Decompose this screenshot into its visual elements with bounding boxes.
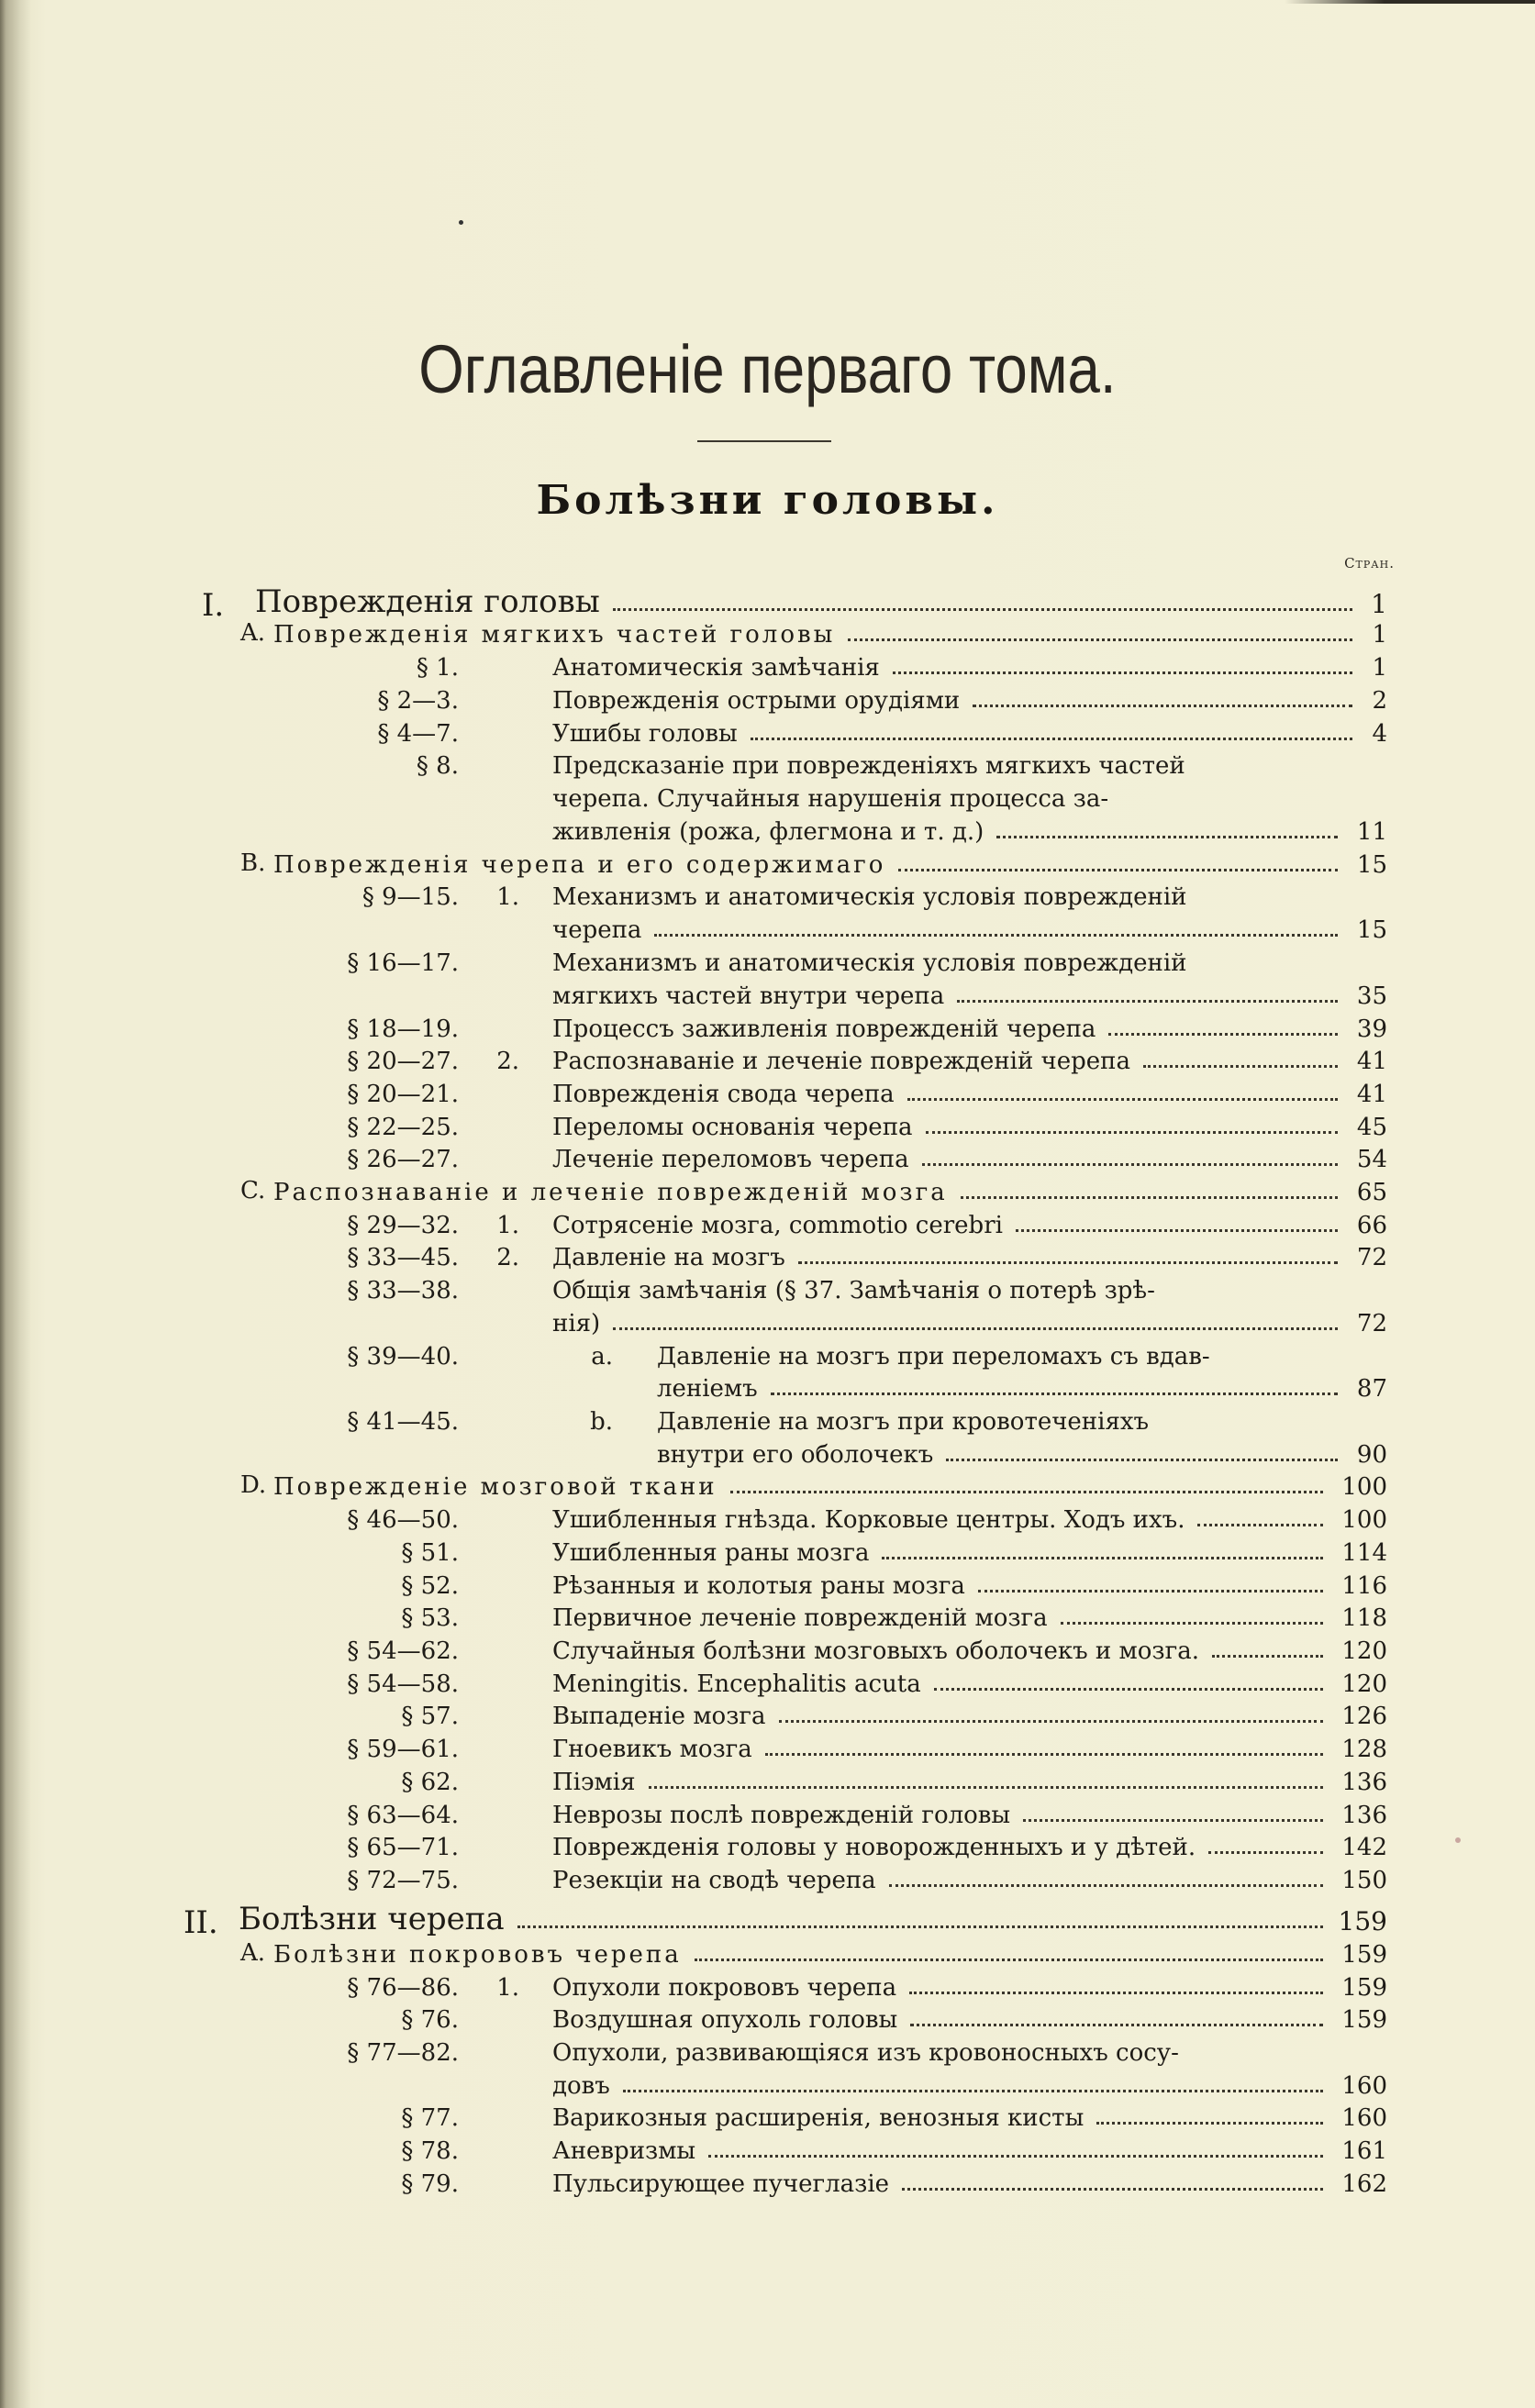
toc-row	[0, 783, 1535, 816]
toc-subsection-mark: 2.	[496, 1048, 519, 1075]
toc-leader-dots	[898, 868, 1338, 871]
toc-page-number: 159	[1338, 1906, 1387, 1936]
toc-page-number: 118	[1341, 1604, 1387, 1632]
toc-part-number: D.	[240, 1471, 267, 1499]
toc-page-number: 116	[1341, 1572, 1387, 1600]
toc-entry-text: Распознаваніе и леченіе поврежденій мозга	[273, 1179, 948, 1206]
toc-page-number: 114	[1341, 1539, 1387, 1567]
toc-page-number: 100	[1341, 1473, 1387, 1501]
toc-entry-text: черепа. Случайныя нарушенія процесса за-	[552, 785, 1109, 813]
toc-row	[0, 1014, 1535, 1047]
toc-leader-dots	[961, 1195, 1338, 1199]
toc-paragraph-range: § 65—71.	[347, 1834, 459, 1861]
toc-paragraph-range: § 77.	[401, 2104, 459, 2132]
toc-leader-dots	[902, 2187, 1323, 2191]
toc-leader-dots	[1197, 1523, 1323, 1526]
toc-leader-dots	[623, 2089, 1323, 2092]
toc-leader-dots	[907, 1097, 1338, 1101]
toc-entry-text: Варикозныя расширенія, венозныя кисты	[552, 2104, 1085, 2132]
toc-entry-text: Поврежденія головы	[255, 583, 600, 620]
toc-row	[0, 1471, 1535, 1504]
toc-entry-text: довъ	[552, 2072, 610, 2100]
toc-leader-dots	[1061, 1621, 1323, 1625]
section-title: Болѣзни головы.	[536, 477, 999, 524]
toc-page-number: 66	[1356, 1212, 1387, 1239]
toc-entry-text: Аневризмы	[552, 2137, 696, 2165]
toc-leader-dots	[613, 1326, 1338, 1330]
toc-page-number: 161	[1341, 2137, 1387, 2165]
toc-entry-text: нія)	[552, 1310, 601, 1337]
toc-paragraph-range: § 33—38.	[347, 1277, 459, 1304]
toc-page-number: 100	[1341, 1506, 1387, 1534]
toc-page-number: 159	[1341, 1974, 1387, 2002]
toc-page-number: 72	[1356, 1310, 1387, 1337]
toc-row	[0, 1373, 1535, 1406]
toc-leader-dots	[1143, 1064, 1338, 1068]
toc-part-number: I.	[202, 587, 225, 624]
toc-entry-text: Болѣзни черепа	[239, 1901, 505, 1937]
toc-row	[0, 1046, 1535, 1079]
toc-row	[0, 1341, 1535, 1374]
toc-entry-text: Пульсирующее пучеглазіе	[552, 2170, 890, 2198]
toc-leader-dots	[848, 638, 1352, 641]
toc-leader-dots	[1108, 1032, 1338, 1036]
toc-page-number: 142	[1341, 1834, 1387, 1861]
toc-row	[0, 1701, 1535, 1734]
toc-page-number: 2	[1372, 687, 1387, 715]
toc-entry-text: Давленіе на мозгъ при переломахъ съ вдав-	[657, 1343, 1210, 1370]
toc-row	[0, 1800, 1535, 1833]
toc-subsection-mark: a.	[591, 1343, 613, 1370]
toc-paragraph-range: § 76.	[401, 2006, 459, 2034]
toc-paragraph-range: § 1.	[416, 654, 459, 682]
toc-entry-text: Первичное леченіе поврежденій мозга	[552, 1604, 1048, 1632]
toc-row	[0, 915, 1535, 948]
toc-subsection-mark: 1.	[496, 1212, 519, 1239]
toc-leader-dots	[926, 1130, 1338, 1134]
page-title: Оглавленіе перваго тома.	[418, 331, 1117, 407]
toc-page-number: 150	[1341, 1867, 1387, 1894]
toc-leader-dots	[946, 1458, 1338, 1461]
toc-entry-text: Гноевикъ мозга	[552, 1736, 752, 1763]
toc-row	[0, 1865, 1535, 1898]
toc-row	[0, 1767, 1535, 1800]
toc-paragraph-range: § 22—25.	[347, 1114, 459, 1141]
toc-entry-text: Опухоли покрововъ черепа	[552, 1974, 897, 2002]
toc-entry-text: Давленіе на мозгъ при кровотеченіяхъ	[657, 1408, 1150, 1436]
toc-paragraph-range: § 54—62.	[347, 1637, 459, 1665]
toc-page-number: 39	[1356, 1015, 1387, 1043]
toc-entry-text: Леченіе переломовъ черепа	[552, 1146, 909, 1173]
toc-entry-text: Опухоли, развивающіяся изъ кровоносныхъ сосу-	[552, 2039, 1179, 2067]
toc-row	[0, 1901, 1535, 1941]
toc-paragraph-range: § 16—17.	[347, 949, 459, 977]
toc-row	[0, 1112, 1535, 1145]
toc-paragraph-range: § 53.	[401, 1604, 459, 1632]
toc-row	[0, 2004, 1535, 2037]
toc-subsection-mark: 1.	[496, 1974, 519, 2002]
toc-row	[0, 1669, 1535, 1702]
toc-page-number: 11	[1356, 818, 1387, 846]
toc-entry-text: Сотрясеніе мозга, commotio cerebri	[552, 1212, 1003, 1239]
toc-page-number: 1	[1372, 621, 1387, 649]
toc-paragraph-range: § 20—27.	[347, 1048, 459, 1075]
toc-entry-text: Болѣзни покрововъ черепа	[273, 1941, 682, 1969]
toc-paragraph-range: § 29—32.	[347, 1212, 459, 1239]
toc-entry-text: Распознаваніе и леченіе поврежденій черепа	[552, 1048, 1130, 1075]
toc-page-number: 15	[1356, 851, 1387, 879]
toc-paragraph-range: § 63—64.	[347, 1802, 459, 1829]
toc-entry-text: Механизмъ и анатомическія условія поврежденій	[552, 949, 1187, 977]
toc-row	[0, 882, 1535, 915]
toc-entry-text: леніемъ	[657, 1375, 758, 1403]
toc-paragraph-range: § 20—21.	[347, 1081, 459, 1108]
toc-paragraph-range: § 4—7.	[377, 720, 459, 748]
toc-page-number: 160	[1341, 2104, 1387, 2132]
toc-leader-dots	[893, 671, 1352, 674]
toc-paragraph-range: § 18—19.	[347, 1015, 459, 1043]
toc-paragraph-range: § 54—58.	[347, 1670, 459, 1698]
toc-row	[0, 1537, 1535, 1570]
toc-paragraph-range: § 9—15.	[362, 883, 459, 911]
toc-page-number: 1	[1372, 654, 1387, 682]
toc-page-number: 162	[1341, 2170, 1387, 2198]
toc-row	[0, 1210, 1535, 1243]
toc-entry-text: Случайныя болѣзни мозговыхъ оболочекъ и мозга.	[552, 1637, 1199, 1665]
toc-paragraph-range: § 76—86.	[347, 1974, 459, 2002]
toc-paragraph-range: § 8.	[416, 752, 459, 780]
toc-page-number: 136	[1341, 1802, 1387, 1829]
toc-row	[0, 1177, 1535, 1210]
toc-leader-dots	[751, 737, 1352, 740]
toc-row	[0, 1636, 1535, 1669]
toc-leader-dots	[771, 1392, 1338, 1395]
toc-page-number: 41	[1356, 1048, 1387, 1075]
toc-leader-dots	[1212, 1654, 1323, 1658]
toc-part-number: II.	[184, 1904, 218, 1941]
toc-row	[0, 2103, 1535, 2136]
toc-entry-text: черепа	[552, 916, 642, 944]
toc-row	[0, 619, 1535, 652]
toc-entry-text: Анатомическія замѣчанія	[552, 654, 880, 682]
toc-leader-dots	[882, 1556, 1323, 1559]
toc-row	[0, 1079, 1535, 1112]
toc-page-number: 45	[1356, 1114, 1387, 1141]
toc-paragraph-range: § 41—45.	[347, 1408, 459, 1436]
toc-page-number: 72	[1356, 1244, 1387, 1271]
toc-row	[0, 1832, 1535, 1865]
toc-entry-text: Ушибленныя раны мозга	[552, 1539, 870, 1567]
toc-row	[0, 1242, 1535, 1275]
toc-row	[0, 750, 1535, 783]
toc-leader-dots	[708, 2154, 1323, 2158]
toc-page-number: 15	[1356, 916, 1387, 944]
toc-row	[0, 1406, 1535, 1439]
toc-row	[0, 981, 1535, 1014]
toc-entry-text: Поврежденія острыми орудіями	[552, 687, 961, 715]
toc-leader-dots	[889, 1883, 1323, 1887]
toc-paragraph-range: § 78.	[401, 2137, 459, 2165]
toc-entry-text: Механизмъ и анатомическія условія поврежденій	[552, 883, 1187, 911]
toc-page-number: 90	[1356, 1441, 1387, 1469]
toc-subsection-mark: 2.	[496, 1244, 519, 1271]
toc-row	[0, 1308, 1535, 1341]
toc-leader-dots	[695, 1958, 1323, 1961]
toc-row	[0, 1275, 1535, 1308]
toc-paragraph-range: § 62.	[401, 1769, 459, 1796]
toc-paragraph-range: § 51.	[401, 1539, 459, 1567]
toc-leader-dots	[1023, 1818, 1323, 1822]
toc-leader-dots	[517, 1925, 1323, 1928]
toc-leader-dots	[798, 1260, 1338, 1264]
toc-row	[0, 2037, 1535, 2070]
toc-entry-text: Поврежденія свода черепа	[552, 1081, 895, 1108]
toc-entry-text: Выпаденіе мозга	[552, 1703, 766, 1730]
toc-row	[0, 1570, 1535, 1603]
toc-leader-dots	[765, 1752, 1323, 1756]
toc-page-number: 35	[1356, 982, 1387, 1010]
toc-entry-text: Meningitis. Encephalitis acuta	[552, 1670, 921, 1698]
toc-entry-text: Поврежденія черепа и его содержимаго	[273, 851, 886, 879]
toc-subsection-mark: 1.	[496, 883, 519, 911]
toc-entry-text: Поврежденія мягкихъ частей головы	[273, 621, 836, 649]
toc-entry-text: Воздушная опухоль головы	[552, 2006, 898, 2034]
toc-row	[0, 816, 1535, 849]
toc-entry-text: Рѣзанныя и колотыя раны мозга	[552, 1572, 965, 1600]
toc-leader-dots	[1208, 1850, 1323, 1854]
toc-page-number: 128	[1341, 1736, 1387, 1763]
toc-page-number: 159	[1341, 2006, 1387, 2034]
toc-row	[0, 1439, 1535, 1472]
toc-entry-text: Переломы основанія черепа	[552, 1114, 913, 1141]
toc-paragraph-range: § 59—61.	[347, 1736, 459, 1763]
toc-paragraph-range: § 79.	[401, 2170, 459, 2198]
toc-page-number: 1	[1371, 589, 1387, 619]
toc-row	[0, 583, 1535, 624]
toc-row	[0, 718, 1535, 751]
toc-paragraph-range: § 33—45.	[347, 1244, 459, 1271]
page-column-label: Стран.	[1344, 555, 1395, 571]
toc-paragraph-range: § 52.	[401, 1572, 459, 1600]
toc-leader-dots	[909, 1991, 1323, 1994]
toc-paragraph-range: § 39—40.	[347, 1343, 459, 1370]
toc-entry-text: Предсказаніе при поврежденіяхъ мягкихъ частей	[552, 752, 1185, 780]
toc-page-number: 4	[1372, 720, 1387, 748]
toc-paragraph-range: § 57.	[401, 1703, 459, 1730]
toc-entry-text: Піэмія	[552, 1769, 636, 1796]
toc-leader-dots	[613, 607, 1352, 611]
toc-leader-dots	[922, 1162, 1338, 1166]
toc-page-number: 160	[1341, 2072, 1387, 2100]
toc-paragraph-range: § 77—82.	[347, 2039, 459, 2067]
toc-entry-text: Процессъ заживленія поврежденій черепа	[552, 1015, 1096, 1043]
toc-leader-dots	[1016, 1228, 1338, 1232]
toc-page-number: 120	[1341, 1637, 1387, 1665]
toc-entry-text: Поврежденія головы у новорожденныхъ и у дѣтей.	[552, 1834, 1196, 1861]
toc-part-number: A.	[240, 619, 266, 647]
toc-row	[0, 948, 1535, 981]
toc-leader-dots	[996, 835, 1338, 838]
toc-page-number: 159	[1341, 1941, 1387, 1969]
toc-subsection-mark: b.	[590, 1408, 613, 1436]
toc-entry-text: Ушибленныя гнѣзда. Корковые центры. Ходъ ихъ.	[552, 1506, 1185, 1534]
toc-row	[0, 1939, 1535, 1972]
toc-page-number: 87	[1356, 1375, 1387, 1403]
toc-leader-dots	[934, 1687, 1323, 1691]
toc-entry-text: Давленіе на мозгъ	[552, 1244, 785, 1271]
toc-leader-dots	[654, 933, 1338, 937]
toc-row	[0, 2169, 1535, 2202]
toc-entry-text: внутри его оболочекъ	[657, 1441, 934, 1469]
toc-row	[0, 2136, 1535, 2169]
toc-leader-dots	[779, 1719, 1323, 1723]
toc-entry-text: Поврежденіе мозговой ткани	[273, 1473, 717, 1501]
toc-entry-text: Ушибы головы	[552, 720, 738, 748]
toc-row	[0, 2070, 1535, 2103]
toc-row	[0, 1734, 1535, 1767]
toc-row	[0, 1144, 1535, 1177]
toc-row	[0, 1603, 1535, 1636]
toc-row	[0, 652, 1535, 685]
toc-paragraph-range: § 26—27.	[347, 1146, 459, 1173]
toc-row	[0, 1504, 1535, 1537]
toc-row	[0, 685, 1535, 718]
toc-page-number: 126	[1341, 1703, 1387, 1730]
toc-page-number: 41	[1356, 1081, 1387, 1108]
toc-leader-dots	[910, 2023, 1323, 2026]
toc-paragraph-range: § 46—50.	[347, 1506, 459, 1534]
toc-row	[0, 849, 1535, 882]
toc-entry-text: Неврозы послѣ поврежденій головы	[552, 1802, 1011, 1829]
toc-page-number: 136	[1341, 1769, 1387, 1796]
toc-paragraph-range: § 72—75.	[347, 1867, 459, 1894]
toc-leader-dots	[730, 1490, 1323, 1493]
toc-leader-dots	[978, 1589, 1323, 1592]
toc-entry-text: мягкихъ частей внутри черепа	[552, 982, 945, 1010]
toc-entry-text: Резекціи на сводѣ черепа	[552, 1867, 876, 1894]
toc-leader-dots	[973, 704, 1352, 707]
toc-row	[0, 1972, 1535, 2005]
toc-leader-dots	[957, 999, 1338, 1003]
toc-entry-text: Общія замѣчанія (§ 37. Замѣчанія о потерѣ зрѣ-	[552, 1277, 1155, 1304]
toc-part-number: A.	[240, 1939, 266, 1967]
toc-part-number: B.	[240, 849, 266, 877]
toc-page-number: 65	[1356, 1179, 1387, 1206]
toc-part-number: C.	[240, 1177, 266, 1204]
toc-page-number: 120	[1341, 1670, 1387, 1698]
toc-leader-dots	[1096, 2121, 1323, 2125]
toc-leader-dots	[649, 1785, 1324, 1789]
toc-paragraph-range: § 2—3.	[377, 687, 459, 715]
toc-entry-text: живленія (рожа, флегмона и т. д.)	[552, 818, 984, 846]
toc-page-number: 54	[1356, 1146, 1387, 1173]
